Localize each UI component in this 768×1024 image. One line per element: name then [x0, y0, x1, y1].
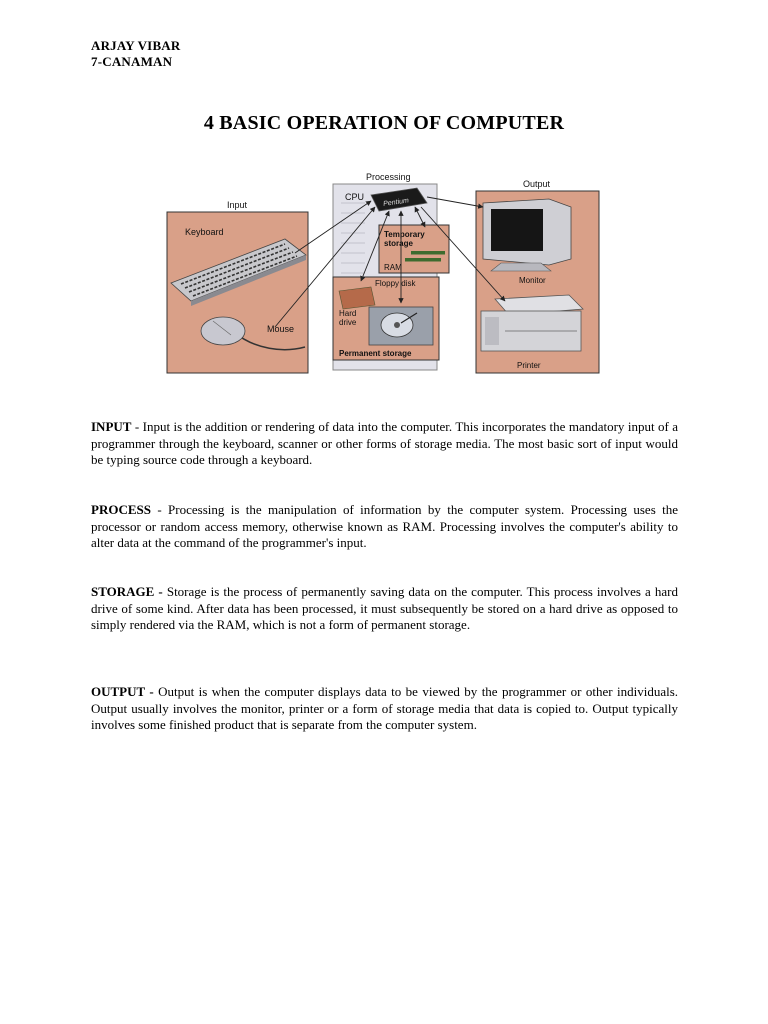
monitor-label: Monitor: [519, 276, 546, 285]
printer-label: Printer: [517, 361, 541, 370]
storage-paragraph: [91, 584, 678, 634]
output-heading: OUTPUT -: [91, 684, 154, 699]
temp-storage-line2: storage: [384, 239, 413, 248]
processing-label: Processing: [366, 172, 411, 182]
computer-operations-diagram: [165, 163, 605, 377]
floppy-label: Floppy disk: [375, 279, 416, 288]
input-paragraph: INPUT - Input is the addition or rendering of data into the computer. This incorporates the mandatory input of a programmer through the keyboard, scanner or other forms of storage media. The most basic sort of input would be typing source code through a keyboard.: [91, 419, 678, 468]
temp-storage-line1: Temporary: [384, 230, 425, 239]
permanent-storage-label: Permanent storage: [339, 349, 412, 358]
author-name: ARJAY VIBAR: [91, 38, 181, 53]
input-heading: INPUT: [91, 419, 132, 434]
chip-label: Pentium: [382, 197, 410, 208]
process-text: Processing is the manipulation of information by the computer system. Processing uses the processor or random access memory, otherwise known as RAM. Processing involves the computer's ability to alter data at the command of the programmer's input.: [91, 502, 678, 551]
process-paragraph: PROCESS - Processing is the manipulation of information by the computer system. Processing uses the processor or random access memory, otherwise known as RAM. Processing involves the computer's ability to alter data at the command of the programmer's input.: [91, 502, 678, 551]
input-text: Input is the addition or rendering of data into the computer. This incorporates the mandatory input of a programmer through the keyboard, scanner or other forms of storage media. The most basic sort of input would be typing source code through a keyboard.: [91, 419, 678, 468]
monitor-icon: [483, 199, 571, 271]
page-title: 4 BASIC OPERATION OF COMPUTER: [203, 112, 565, 134]
mouse-label: Mouse: [267, 324, 295, 334]
output-text: Output is when the computer displays data to be viewed by the programmer or other individuals. Output usually involves the monitor, printer or a form of storage media that data is copied to. Output typically involves some finished product that is separate from the computer system.: [91, 684, 679, 733]
hard-drive-line2: drive: [339, 318, 357, 327]
ram-label: RAM: [384, 263, 402, 272]
hard-drive-line1: Hard: [339, 309, 357, 318]
process-heading: PROCESS: [91, 502, 151, 517]
author-block: [91, 38, 181, 70]
cpu-label: CPU: [345, 192, 365, 202]
keyboard-label: Keyboard: [185, 227, 224, 237]
storage-text: Storage is the process of permanently saving data on the computer. This process involves a hard drive of some kind. After data has been processed, it must subsequently be stored on a hard drive as opposed to simply rendered via the RAM, which is not a form of permanent storage.: [91, 584, 678, 633]
output-label: Output: [523, 179, 551, 189]
floppy-disk-icon: [339, 287, 375, 309]
input-label: Input: [227, 200, 248, 210]
output-paragraph: [91, 684, 678, 734]
hard-drive-icon: [369, 307, 433, 345]
author-section: 7-CANAMAN: [91, 54, 173, 69]
storage-heading: STORAGE -: [91, 584, 163, 599]
